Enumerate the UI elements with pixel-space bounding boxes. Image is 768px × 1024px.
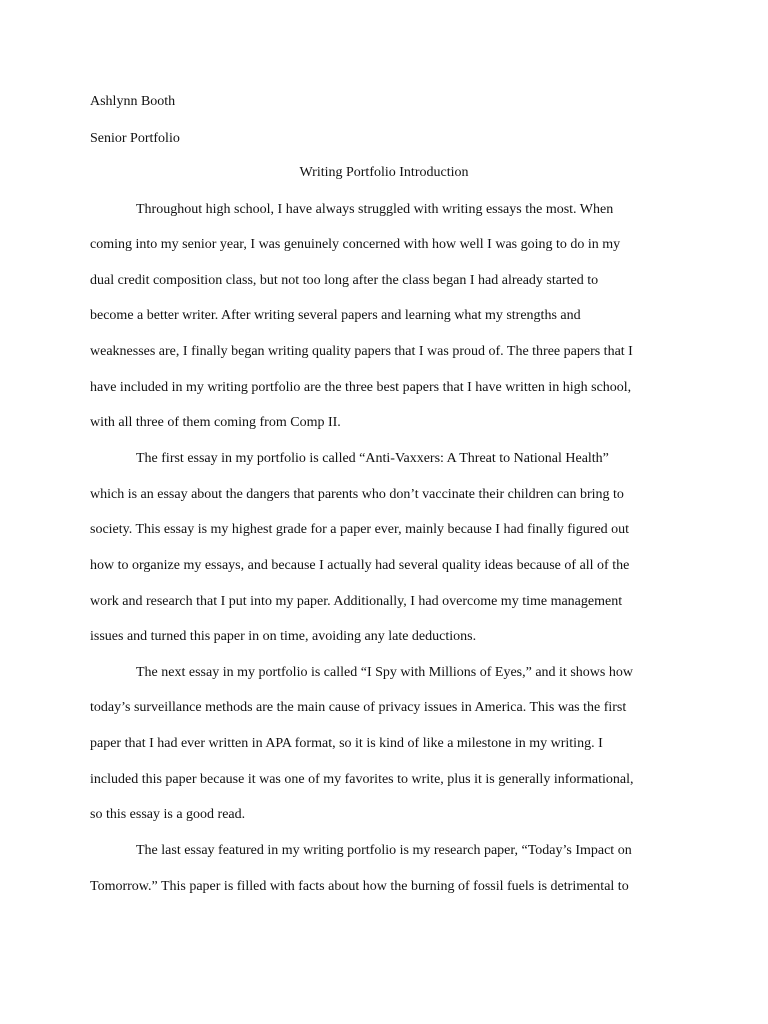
paragraph-line: so this essay is a good read. [90,807,246,822]
paragraph-line: Tomorrow.” This paper is filled with facts about how the burning of fossil fuels is detrimental to [90,879,629,894]
paragraph-line: become a better writer. After writing several papers and learning what my strengths and [90,308,581,323]
course-name: Senior Portfolio [90,131,180,146]
paragraph-line: which is an essay about the dangers that parents who don’t vaccinate their children can bring to [90,487,624,502]
paragraph-line: The next essay in my portfolio is called “I Spy with Millions of Eyes,” and it shows how [136,665,633,680]
document-title: Writing Portfolio Introduction [299,165,469,180]
paragraph-line: weaknesses are, I finally began writing quality papers that I was proud of. The three papers that I [90,344,633,359]
paragraph-line: work and research that I put into my paper. Additionally, I had overcome my time management [90,594,623,609]
paragraph-line: today’s surveillance methods are the main cause of privacy issues in America. This was the first [90,700,627,715]
paragraph-line: coming into my senior year, I was genuinely concerned with how well I was going to do in my [90,237,621,252]
paragraph-line: The last essay featured in my writing portfolio is my research paper, “Today’s Impact on [136,843,632,858]
paragraph-line: The first essay in my portfolio is called “Anti-Vaxxers: A Threat to National Health” [136,451,609,466]
paragraph-line: dual credit composition class, but not too long after the class began I had already started to [90,273,599,288]
paragraph-line: included this paper because it was one of my favorites to write, plus it is generally informational, [90,772,634,787]
paragraph-line: society. This essay is my highest grade for a paper ever, mainly because I had finally figured out [90,522,630,537]
paragraph-line: how to organize my essays, and because I actually had several quality ideas because of all of the [90,558,630,573]
paragraph-line: issues and turned this paper in on time, avoiding any late deductions. [90,629,477,644]
paragraph-line: with all three of them coming from Comp II. [90,415,341,430]
paragraph-line: paper that I had ever written in APA format, so it is kind of like a milestone in my writing. I [90,736,603,751]
paragraph-line: Throughout high school, I have always struggled with writing essays the most. When [136,202,614,217]
author-name: Ashlynn Booth [90,94,176,109]
paragraph-line: have included in my writing portfolio are the three best papers that I have written in high school, [90,380,632,395]
